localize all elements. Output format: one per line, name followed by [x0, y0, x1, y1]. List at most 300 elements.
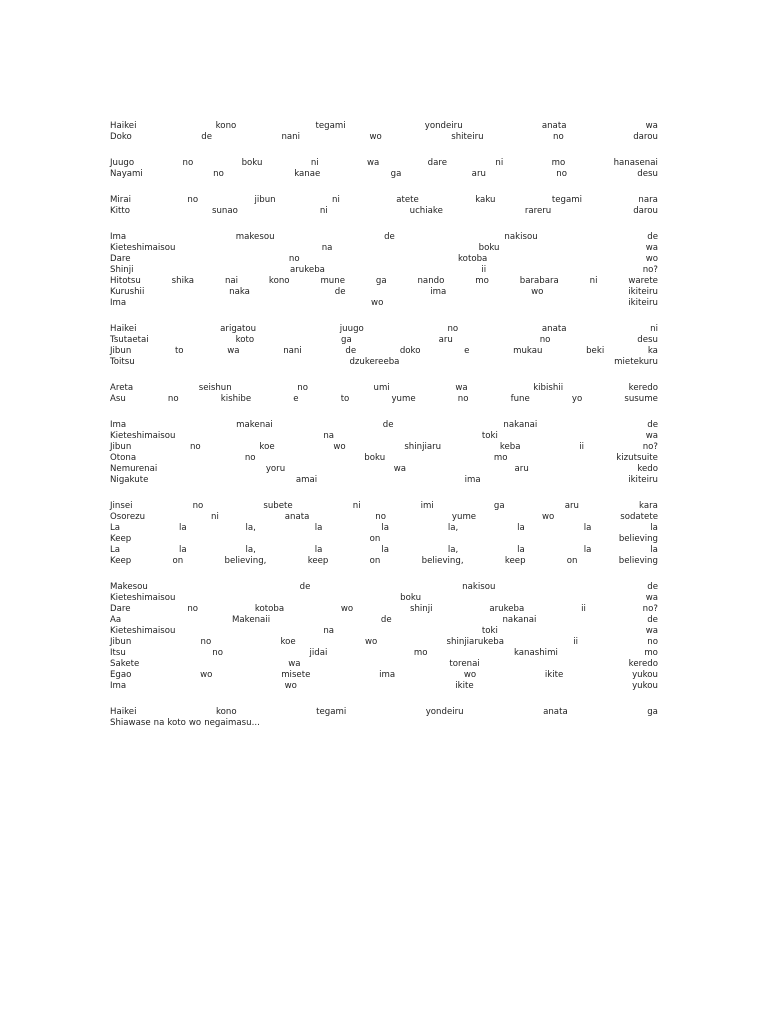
text-line: [110, 670, 658, 681]
stanza: [110, 383, 658, 405]
word: shika: [171, 276, 195, 286]
word: nakisou: [504, 232, 538, 242]
word: tegami: [315, 121, 346, 131]
word: misete: [281, 670, 311, 680]
word: la: [314, 545, 323, 555]
word: nakanai: [502, 615, 537, 625]
word: keep: [307, 556, 329, 566]
text-line: [110, 648, 658, 659]
text-line: [110, 604, 658, 615]
word: mo: [551, 158, 566, 168]
word: de: [380, 615, 392, 625]
word: subete: [263, 501, 293, 511]
word: Makesou: [110, 582, 148, 592]
word: Haikei: [110, 707, 137, 717]
word: Keep: [110, 534, 132, 544]
text-line: [110, 637, 658, 648]
word: Ima: [110, 232, 127, 242]
word: nando: [417, 276, 445, 286]
word: Asu: [110, 394, 126, 404]
word: doko: [399, 346, 421, 356]
word: Keep: [110, 556, 132, 566]
word: Makenaii: [231, 615, 271, 625]
word: wo: [364, 637, 378, 647]
word: de: [345, 346, 357, 356]
word: ka: [647, 346, 658, 356]
word: ni: [650, 324, 658, 334]
word: no: [244, 453, 256, 463]
word: ikite: [544, 670, 564, 680]
word: Kitto: [110, 206, 131, 216]
text-line: [110, 132, 658, 143]
word: anata: [543, 707, 568, 717]
stanza: [110, 324, 658, 368]
word: aru: [514, 464, 529, 474]
word: la: [517, 523, 525, 533]
word: Haikei: [110, 121, 137, 131]
word: barabara: [519, 276, 559, 286]
text-line: [110, 346, 658, 357]
word: de: [647, 615, 658, 625]
word: on: [566, 556, 578, 566]
word: no: [192, 501, 204, 511]
stanza: [110, 232, 658, 309]
word: boku: [400, 593, 422, 603]
word: to: [174, 346, 184, 356]
word: yukou: [632, 670, 658, 680]
word: wo: [333, 442, 346, 452]
text-line: [110, 442, 658, 453]
word: desu: [637, 335, 658, 345]
word: wa: [393, 464, 406, 474]
word: de: [647, 582, 658, 592]
text-line: [110, 324, 658, 335]
letter-document: [110, 121, 658, 744]
word: wa: [645, 243, 658, 253]
word: sunao: [211, 206, 238, 216]
word: Jibun: [110, 637, 132, 647]
word: wo: [200, 670, 213, 680]
word: de: [382, 420, 394, 430]
word: koe: [280, 637, 296, 647]
word: Ima: [110, 681, 127, 691]
word: jibun: [254, 195, 276, 205]
word: no: [457, 394, 469, 404]
text-line: [110, 475, 658, 486]
word: Tsutaetai: [110, 335, 149, 345]
text-line: [110, 615, 658, 626]
word: ga: [375, 276, 387, 286]
word: kanae: [294, 169, 321, 179]
word: no: [447, 324, 459, 334]
word: Shiawase: [110, 718, 151, 728]
word: wo: [463, 670, 477, 680]
word: la: [381, 545, 389, 555]
word: ni: [589, 276, 598, 286]
text-line: [110, 707, 658, 718]
word: wo: [340, 604, 354, 614]
word: shiteiru: [451, 132, 484, 142]
word: keredo: [628, 659, 658, 669]
text-line: [110, 195, 658, 206]
word: Nigakute: [110, 475, 149, 485]
text-line: [110, 394, 658, 405]
word: mietekuru: [614, 357, 658, 367]
word: believing: [618, 556, 658, 566]
word: wa: [645, 626, 658, 636]
word: la,: [447, 545, 459, 555]
word: no: [297, 383, 308, 393]
word: yondeiru: [424, 121, 463, 131]
word: Aa: [110, 615, 122, 625]
word: no: [187, 604, 199, 614]
word: nani: [281, 132, 301, 142]
word: ga: [493, 501, 505, 511]
word: no: [556, 169, 567, 179]
word: anata: [541, 324, 567, 334]
word: Toitsu: [110, 357, 135, 367]
text-line: [110, 254, 658, 265]
word: ii: [579, 442, 584, 452]
word: la: [583, 523, 592, 533]
word: nakisou: [462, 582, 496, 592]
word: ni: [352, 501, 361, 511]
word: shinji: [410, 604, 433, 614]
text-line: [110, 243, 658, 254]
word: negaimasu...: [204, 718, 260, 728]
word: darou: [633, 206, 658, 216]
word: aru: [564, 501, 579, 511]
word: na: [323, 626, 335, 636]
word: no: [288, 254, 300, 264]
word: no: [647, 637, 658, 647]
text-line: [110, 512, 658, 523]
word: mo: [493, 453, 508, 463]
word: Doko: [110, 132, 132, 142]
word: kanashimi: [513, 648, 558, 658]
word: Dare: [110, 604, 131, 614]
word: on: [369, 556, 381, 566]
word: koto: [235, 335, 255, 345]
word: no: [213, 169, 224, 179]
word: Dare: [110, 254, 131, 264]
word: no: [539, 335, 551, 345]
word: naka: [229, 287, 250, 297]
text-line: [110, 298, 658, 309]
word: makenai: [236, 420, 273, 430]
word: de: [334, 287, 346, 297]
text-line: [110, 287, 658, 298]
word: kotoba: [458, 254, 488, 264]
word: la: [178, 523, 187, 533]
word: koto: [167, 718, 186, 728]
word: la,: [447, 523, 459, 533]
word: na: [321, 243, 333, 253]
word: wo: [371, 298, 384, 308]
word: kono: [215, 707, 237, 717]
text-line: [110, 121, 658, 132]
word: tegami: [551, 195, 583, 205]
word: Kieteshimaisou: [110, 243, 176, 253]
text-line: [110, 464, 658, 475]
word: wo: [542, 512, 555, 522]
word: yume: [391, 394, 416, 404]
stanza: [110, 582, 658, 692]
word: toki: [481, 431, 498, 441]
word: jidai: [309, 648, 328, 658]
word: no?: [642, 604, 658, 614]
word: wa: [367, 158, 380, 168]
word: kotoba: [254, 604, 285, 614]
word: ima: [430, 287, 447, 297]
text-line: [110, 335, 658, 346]
word: wa: [645, 431, 658, 441]
word: to: [340, 394, 350, 404]
word: toki: [481, 626, 498, 636]
text-line: [110, 232, 658, 243]
word: boku: [241, 158, 263, 168]
word: la: [650, 523, 658, 533]
word: Mirai: [110, 195, 131, 205]
word: wo: [188, 718, 202, 728]
word: e: [293, 394, 299, 404]
text-line: [110, 383, 658, 394]
word: de: [647, 232, 658, 242]
word: Jibun: [110, 442, 132, 452]
word: nani: [283, 346, 302, 356]
word: no: [553, 132, 564, 142]
word: de: [201, 132, 213, 142]
text-line: [110, 659, 658, 670]
word: La: [110, 545, 121, 555]
word: torenai: [449, 659, 480, 669]
text-line: [110, 169, 658, 180]
word: fune: [510, 394, 530, 404]
word: ikiteiru: [628, 475, 658, 485]
word: mukau: [513, 346, 543, 356]
text-line: [110, 556, 658, 567]
word: la: [517, 545, 525, 555]
word: nara: [638, 195, 658, 205]
word: believing,: [224, 556, 267, 566]
text-line: [110, 265, 658, 276]
word: umi: [373, 383, 390, 393]
word: imi: [420, 501, 434, 511]
word: kara: [639, 501, 658, 511]
word: juugo: [339, 324, 364, 334]
word: anata: [541, 121, 567, 131]
word: seishun: [198, 383, 232, 393]
word: na: [153, 718, 165, 728]
word: arukeba: [489, 604, 525, 614]
word: aru: [471, 169, 486, 179]
word: Ima: [110, 298, 127, 308]
word: Nemurenai: [110, 464, 158, 474]
word: ni: [332, 195, 340, 205]
word: ni: [495, 158, 504, 168]
text-line: [110, 431, 658, 442]
word: koe: [259, 442, 275, 452]
word: ima: [379, 670, 396, 680]
word: nakanai: [503, 420, 538, 430]
word: na: [323, 431, 335, 441]
word: warete: [628, 276, 658, 286]
text-line: [110, 276, 658, 287]
word: kono: [268, 276, 290, 286]
word: darou: [633, 132, 658, 142]
word: no: [182, 158, 194, 168]
word: no: [167, 394, 179, 404]
word: ikiteiru: [628, 298, 658, 308]
word: ii: [573, 637, 579, 647]
word: nai: [224, 276, 239, 286]
word: aru: [438, 335, 453, 345]
word: keba: [499, 442, 521, 452]
word: wo: [284, 681, 297, 691]
word: atete: [396, 195, 419, 205]
word: dare: [427, 158, 448, 168]
word: no?: [642, 265, 658, 275]
word: yume: [451, 512, 477, 522]
word: ga: [340, 335, 352, 345]
word: believing: [618, 534, 658, 544]
word: wa: [645, 121, 658, 131]
word: Egao: [110, 670, 132, 680]
word: arukeba: [290, 265, 325, 275]
text-line: [110, 420, 658, 431]
text-line: [110, 501, 658, 512]
text-line: [110, 681, 658, 692]
word: ni: [211, 512, 219, 522]
word: Juugo: [110, 158, 135, 168]
stanza: [110, 195, 658, 217]
word: arigatou: [220, 324, 257, 334]
word: Haikei: [110, 324, 137, 334]
text-line: [110, 453, 658, 464]
word: Itsu: [110, 648, 126, 658]
word: susume: [624, 394, 658, 404]
stanza: [110, 121, 658, 143]
word: no: [189, 442, 201, 452]
word: la: [650, 545, 658, 555]
word: ni: [310, 158, 319, 168]
word: sodatete: [620, 512, 658, 522]
word: dzukereeba: [349, 357, 400, 367]
word: wa: [455, 383, 468, 393]
word: amai: [295, 475, 318, 485]
word: Kieteshimaisou: [110, 593, 176, 603]
word: Kieteshimaisou: [110, 431, 176, 441]
word: ikite: [455, 681, 474, 691]
word: tegami: [316, 707, 347, 717]
word: Shinji: [110, 265, 134, 275]
word: Kieteshimaisou: [110, 626, 176, 636]
word: wa: [645, 593, 658, 603]
word: shinjiarukeba: [446, 637, 504, 647]
text-line: [110, 357, 658, 368]
word: Areta: [110, 383, 134, 393]
word: no: [375, 512, 386, 522]
word: wa: [288, 659, 301, 669]
text-line: [110, 582, 658, 593]
word: yukou: [632, 681, 658, 691]
word: hanasenai: [613, 158, 658, 168]
stanza: [110, 707, 658, 729]
word: mune: [320, 276, 345, 286]
word: ii: [481, 265, 487, 275]
word: no: [187, 195, 199, 205]
word: Hitotsu: [110, 276, 141, 286]
word: la: [381, 523, 389, 533]
stanza: [110, 420, 658, 486]
word: yo: [571, 394, 583, 404]
word: boku: [478, 243, 500, 253]
word: ima: [464, 475, 481, 485]
word: ni: [319, 206, 328, 216]
word: on: [172, 556, 184, 566]
word: no: [200, 637, 212, 647]
word: makesou: [235, 232, 275, 242]
word: keep: [504, 556, 526, 566]
word: e: [464, 346, 470, 356]
word: de: [384, 232, 395, 242]
word: Jinsei: [110, 501, 133, 511]
text-line: [110, 718, 658, 729]
word: la: [583, 545, 592, 555]
word: Nayami: [110, 169, 143, 179]
word: kono: [215, 121, 237, 131]
word: Kurushii: [110, 287, 145, 297]
word: Ima: [110, 420, 127, 430]
word: ga: [647, 707, 658, 717]
word: believing,: [421, 556, 464, 566]
word: shinjiaru: [404, 442, 442, 452]
word: no?: [642, 442, 658, 452]
text-line: [110, 545, 658, 556]
word: la: [314, 523, 323, 533]
word: on: [369, 534, 381, 544]
word: ga: [390, 169, 402, 179]
word: wo: [531, 287, 544, 297]
word: de: [647, 420, 658, 430]
word: no: [212, 648, 224, 658]
word: Otona: [110, 453, 137, 463]
word: uchiake: [409, 206, 443, 216]
text-line: [110, 534, 658, 545]
word: kizutsuite: [616, 453, 658, 463]
text-line: [110, 206, 658, 217]
word: la,: [245, 545, 256, 555]
word: la: [178, 545, 187, 555]
word: ii: [581, 604, 586, 614]
word: keredo: [628, 383, 658, 393]
word: kibishii: [533, 383, 564, 393]
word: mo: [644, 648, 658, 658]
word: Jibun: [110, 346, 132, 356]
word: ikiteiru: [628, 287, 658, 297]
word: kedo: [637, 464, 658, 474]
word: desu: [637, 169, 658, 179]
word: wo: [645, 254, 658, 264]
word: de: [299, 582, 311, 592]
word: anata: [284, 512, 310, 522]
word: La: [110, 523, 121, 533]
text-line: [110, 593, 658, 604]
word: wo: [369, 132, 382, 142]
word: mo: [475, 276, 489, 286]
word: wa: [227, 346, 240, 356]
text-line: [110, 523, 658, 534]
